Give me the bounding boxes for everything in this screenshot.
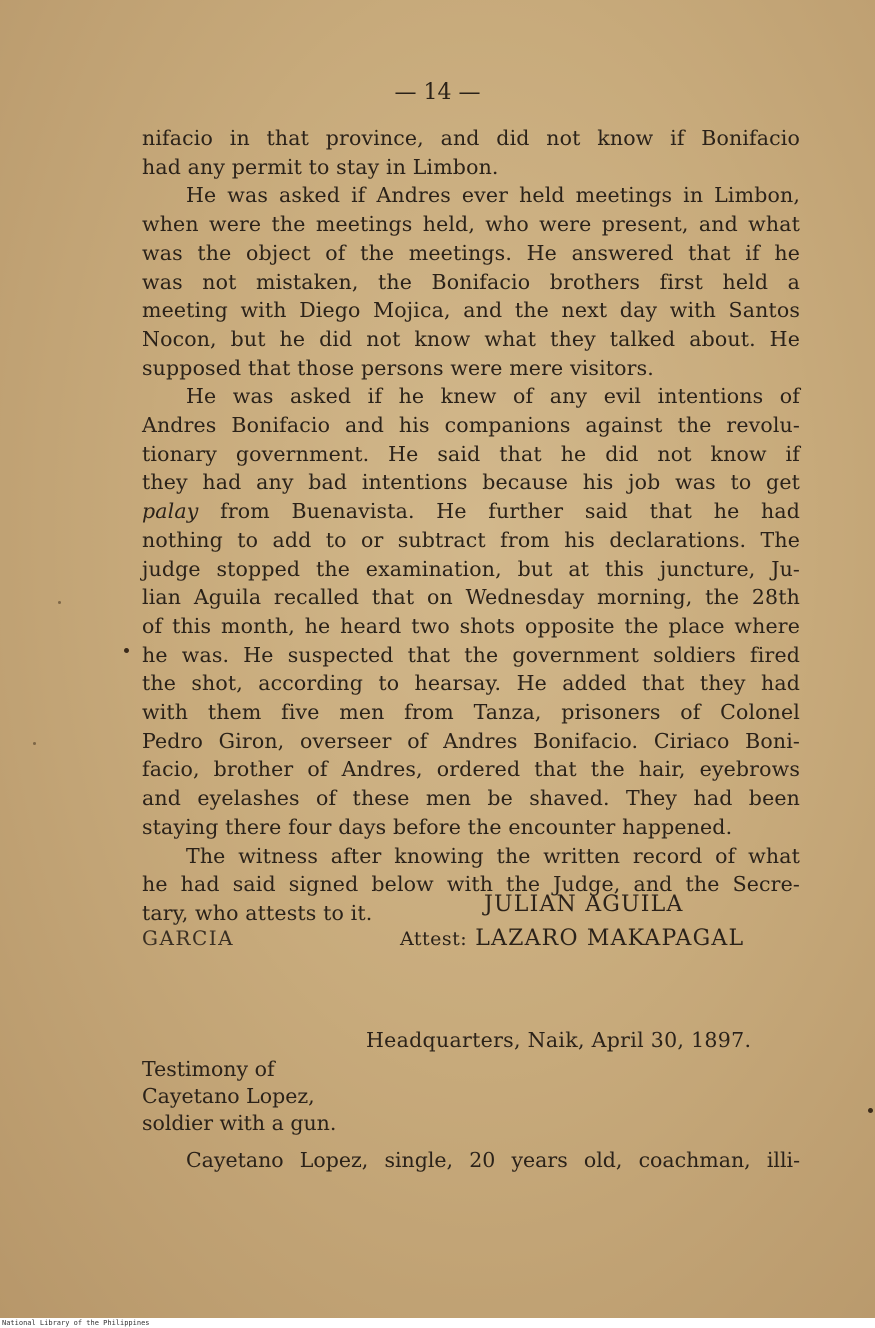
text-line: of this month, he heard two shots opposite the place where	[142, 613, 800, 638]
text-line: The witness after knowing the written record of what	[186, 843, 800, 868]
text-line: was the object of the meetings. He answered that if he	[142, 240, 800, 265]
text-line: with them five men from Tanza, prisoners of Colonel	[142, 700, 800, 725]
testimony-first-line: Cayetano Lopez, single, 20 years old, coachman, illi-	[186, 1148, 800, 1172]
text-line: had any permit to stay in Limbon.	[142, 154, 499, 179]
text-line: Nocon, but he did not know what they talked about. He	[142, 326, 800, 351]
text-line: and eyelashes of these men be shaved. They had been	[142, 786, 800, 811]
judge-signature: GARCIA	[142, 926, 235, 950]
record-place-date: Headquarters, Naik, April 30, 1897.	[366, 1028, 752, 1052]
text-line: He was asked if he knew of any evil intentions of	[186, 384, 800, 409]
caption-line: soldier with a gun.	[142, 1111, 337, 1135]
testimony-caption	[142, 1056, 336, 1137]
text-line: staying there four days before the encounter happened.	[142, 814, 733, 839]
ink-speck	[58, 601, 61, 604]
text-line: He was asked if Andres ever held meetings in Limbon,	[186, 183, 800, 208]
italic-word-palay: palay	[142, 499, 199, 524]
text-line: nothing to add to or subtract from his declarations. The	[142, 527, 800, 552]
attest-line	[400, 926, 744, 951]
page-number: — 14 —	[394, 80, 481, 105]
text-line: lian Aguila recalled that on Wednesday morning, the 28th	[142, 585, 800, 610]
ink-speck	[124, 648, 129, 653]
text-line: Pedro Giron, overseer of Andres Bonifacio. Ciriaco Boni-	[142, 728, 800, 753]
caption-line: Testimony of	[142, 1057, 275, 1081]
text-line: he had said signed below with the Judge, and the Secre-	[142, 872, 800, 897]
library-watermark: National Library of the Philippines	[2, 1319, 150, 1327]
text-line-with-italic	[142, 497, 800, 526]
text-line-rest: from Buenavista. He further said that he had	[220, 499, 800, 524]
ink-speck	[33, 742, 36, 745]
attest-label: Attest:	[400, 928, 468, 950]
text-line: tionary government. He said that he did not know if	[142, 441, 800, 466]
text-line: he was. He suspected that the government soldiers fired	[142, 642, 800, 667]
text-line: the shot, according to hearsay. He added that they had	[142, 671, 800, 696]
caption-line: Cayetano Lopez,	[142, 1084, 315, 1108]
text-line: nifacio in that province, and did not know if Bonifacio	[142, 126, 800, 150]
text-line: when were the meetings held, who were present, and what	[142, 212, 800, 237]
text-line: facio, brother of Andres, ordered that the hair, eyebrows	[142, 757, 800, 782]
ink-speck	[868, 1108, 873, 1113]
text-line: tary, who attests to it.	[142, 900, 373, 925]
text-line: judge stopped the examination, but at this juncture, Ju-	[142, 556, 800, 581]
text-line: supposed that those persons were mere visitors.	[142, 355, 654, 380]
body-text	[142, 124, 800, 928]
text-line: was not mistaken, the Bonifacio brothers first held a	[142, 269, 800, 294]
text-line: Andres Bonifacio and his companions against the revolu-	[142, 413, 800, 438]
text-line: they had any bad intentions because his job was to get	[142, 470, 800, 495]
witness-signature: JULIAN AGUILA	[484, 892, 684, 917]
secretary-signature: LAZARO MAKAPAGAL	[475, 926, 745, 951]
text-line: meeting with Diego Mojica, and the next day with Santos	[142, 298, 800, 323]
